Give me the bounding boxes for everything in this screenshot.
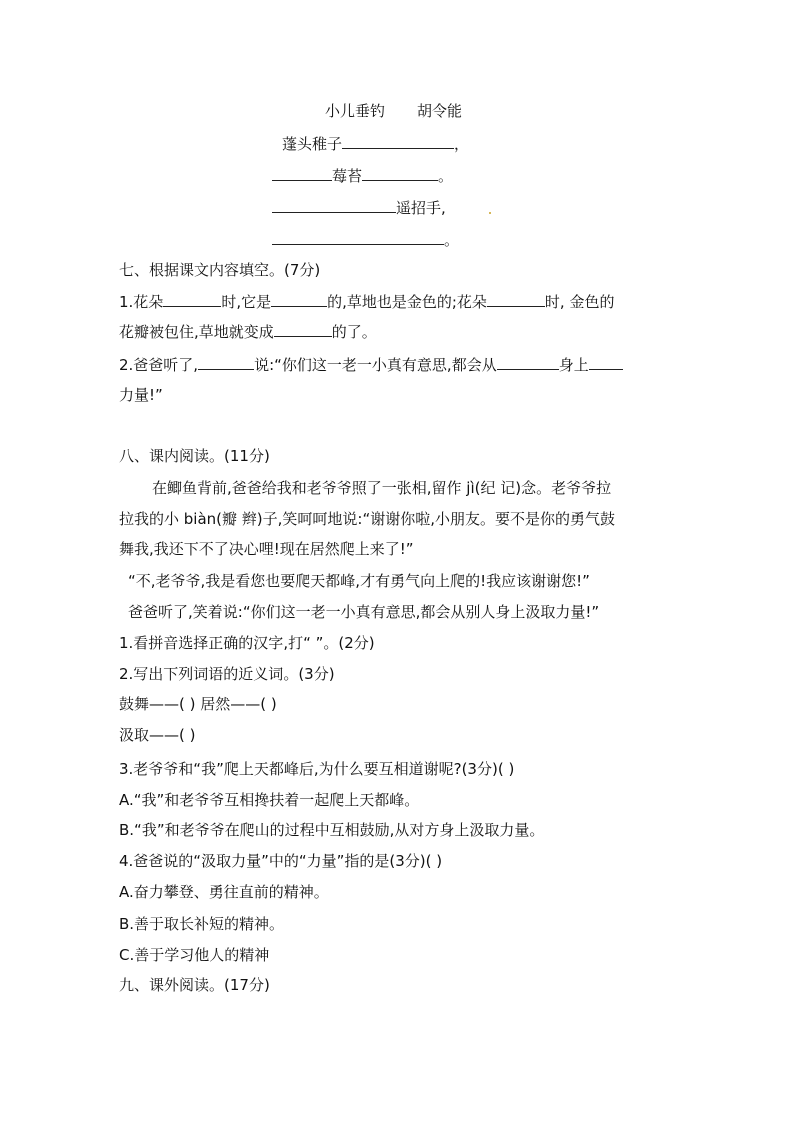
q-text: 2.爸爸听了, (119, 356, 199, 374)
answer-blank[interactable] (198, 355, 254, 370)
q-text: 时, 金色的 (544, 293, 615, 311)
passage-paragraph-1-line-1: 在鲫鱼背前,爸爸给我和老爷爷照了一张相,留作 jì(纪 记)念。老爷爷拉 (152, 479, 612, 497)
passage-paragraph-1-line-2: 拉我的小 biàn(瓣 辫)子,笑呵呵地说:“谢谢你啦,小朋友。要不是你的勇气鼓 (119, 510, 615, 528)
passage-paragraph-2: “不,老爷爷,我是看您也要爬天都峰,才有勇气向上爬的!我应该谢谢您!” (128, 572, 590, 590)
poem-author: 胡令能 (417, 102, 463, 120)
section-7-heading: 七、根据课文内容填空。(7分) (119, 261, 321, 279)
q-text: 的了。 (331, 323, 377, 341)
poem-line-4 (272, 230, 459, 250)
poem-title: 小儿垂钓 (325, 102, 386, 120)
q-text: 时,它是 (221, 293, 272, 311)
answer-blank[interactable] (497, 355, 559, 370)
q-text: 身上 (558, 356, 589, 374)
poem-line-1-text: 蓬头稚子 (282, 135, 343, 153)
section-7-q2-line1 (119, 355, 623, 375)
section-8-q3-option-a[interactable]: A.“我”和老爷爷互相搀扶着一起爬上天都峰。 (119, 791, 420, 809)
poem-title-line (325, 101, 462, 121)
poem-line-2-text: 莓苔 (332, 167, 363, 185)
answer-blank[interactable] (272, 166, 332, 181)
section-8-heading: 八、课内阅读。(11分) (119, 447, 270, 465)
section-8-q4-option-b[interactable]: B.善于取长补短的精神。 (119, 915, 285, 933)
section-8-q2-words-2[interactable]: 汲取——( ) (119, 726, 196, 744)
answer-blank[interactable] (274, 322, 332, 337)
poem-line-3 (272, 198, 446, 218)
section-7-q2-line2: 力量!” (119, 386, 163, 404)
poem-line-4-end: 。 (444, 231, 460, 249)
section-8-q3-option-b[interactable]: B.“我”和老爷爷在爬山的过程中互相鼓励,从对方身上汲取力量。 (119, 821, 545, 839)
section-8-q4: 4.爸爸说的“汲取力量”中的“力量”指的是(3分)( ) (119, 852, 443, 870)
answer-blank[interactable] (272, 230, 444, 245)
answer-blank[interactable] (362, 166, 438, 181)
answer-blank[interactable] (487, 292, 545, 307)
answer-blank[interactable] (163, 292, 221, 307)
answer-blank[interactable] (589, 355, 623, 370)
section-8-q2: 2.写出下列词语的近义词。(3分) (119, 665, 335, 683)
section-7-q1-line2 (119, 322, 377, 342)
section-8-q3: 3.老爷爷和“我”爬上天都峰后,为什么要互相道谢呢?(3分)( ) (119, 760, 515, 778)
poem-line-2 (272, 166, 453, 186)
section-8-q4-option-c[interactable]: C.善于学习他人的精神 (119, 946, 270, 964)
section-8-q2-words-1[interactable]: 鼓舞——( ) 居然——( ) (119, 695, 277, 713)
poem-line-1 (282, 134, 469, 154)
passage-paragraph-1-line-3: 舞我,我还下不了决心哩!现在居然爬上来了!” (119, 540, 414, 558)
ink-dot (489, 212, 491, 214)
poem-line-3-text: 遥招手, (396, 199, 446, 217)
q-text: 的,草地也是金色的;花朵 (327, 293, 487, 311)
passage-paragraph-3: 爸爸听了,笑着说:“你们这一老一小真有意思,都会从别人身上汲取力量!” (128, 603, 600, 621)
section-8-q4-option-a[interactable]: A.奋力攀登、勇往直前的精神。 (119, 883, 329, 901)
answer-blank[interactable] (272, 198, 396, 213)
answer-blank[interactable] (342, 134, 454, 149)
answer-blank[interactable] (271, 292, 327, 307)
q-text: 说:“你们这一老一小真有意思,都会从 (254, 356, 497, 374)
section-8-q1: 1.看拼音选择正确的汉字,打“ ”。(2分) (119, 634, 375, 652)
q-text: 花瓣被包住,草地就变成 (119, 323, 274, 341)
poem-line-1-end: ， (454, 135, 470, 153)
poem-line-2-end: 。 (438, 167, 454, 185)
section-7-q1-line1 (119, 292, 614, 312)
section-9-heading: 九、课外阅读。(17分) (119, 976, 270, 994)
q-text: 1.花朵 (119, 293, 164, 311)
